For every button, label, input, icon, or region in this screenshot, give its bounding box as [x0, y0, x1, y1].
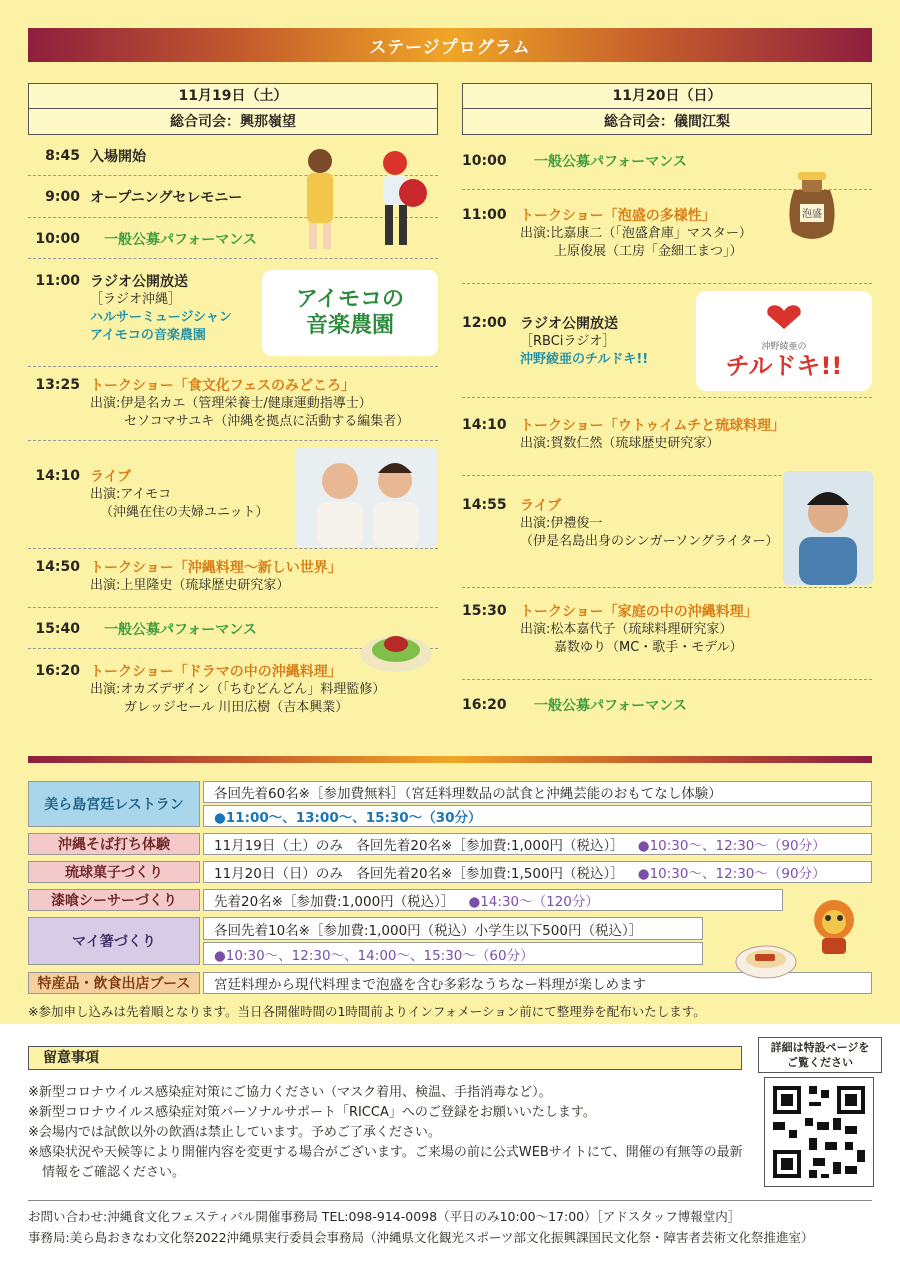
qr-code[interactable] — [764, 1077, 874, 1187]
food-plate-illustration — [356, 622, 436, 674]
notice-item: ※新型コロナウイルス感染症対策パーソナルサポート「RICCA」へのご登録をお願いいたします。 — [28, 1105, 596, 1120]
aimoko-logo: アイモコの 音楽農園 — [262, 270, 438, 356]
qr-caption: 詳細は特設ページを ご覧ください — [758, 1037, 882, 1073]
singer-photo-illustration — [783, 471, 873, 585]
shisa-illustration — [806, 896, 862, 956]
qr-code-icon — [765, 1078, 873, 1186]
section-divider — [28, 756, 872, 763]
notice-item: ※感染状況や天候等により開催内容を変更する場合がございます。ご来場の前に公式WEBサイトにて、開催の有無等の最新情報をご確認ください。 — [28, 1145, 743, 1180]
day2-schedule: 10:00 一般公募パフォーマンス 11:00 トークショー「泡盛の多様性」 出演:比嘉康二（「泡盛倉庫」マスター） 上原俊展（工房「金細工まつ」） 12:00 ラジオ公開放送 ［RBCiラジオ］ 沖野綾亜のチルドキ!! 14:10 トークショー「ウトゥイムチと琉球料理」 出演:賀数仁然（琉球歴史研究家） 14:55 ライブ 出演:伊禮俊一 （伊是名島出身のシンガーソングライター） 15:30 トークショー「家庭の中の沖縄料理」 出演:松本嘉代子（琉球料理研究家） 嘉数ゆり（MC・歌手・モデル） 16:20 一般公募パフォーマンス — [462, 83, 872, 753]
stage-program-title: ステージプログラム — [28, 28, 872, 62]
awamori-jar-illustration — [776, 170, 848, 246]
day1-date: 11月19日（土） — [29, 84, 437, 109]
noodle-bowl-illustration — [733, 940, 799, 986]
notice-heading: 留意事項 — [28, 1046, 742, 1070]
contact-line: お問い合わせ:沖縄食文化フェスティバル開催事務局 TEL:098-914-0098（平日のみ10:00～17:00）［アドスタッフ博報堂内］ — [28, 1209, 741, 1224]
notice-item: ※会場内では試飲以外の飲酒は禁止しています。予めご了承ください。 — [28, 1125, 441, 1140]
heart-cup-icon — [754, 303, 814, 339]
duo-photo-illustration — [295, 447, 437, 547]
day2-date: 11月20日（日） — [463, 84, 871, 109]
chirudoki-logo: 沖野綾亜の チルドキ!! — [696, 291, 872, 391]
contact-line: 事務局:美ら島おきなわ文化祭2022沖縄県実行委員会事務局（沖縄県文化観光スポーツ部文化振興課国民文化祭・障害者芸術文化祭推進室） — [28, 1230, 814, 1245]
contact-divider — [28, 1200, 872, 1201]
aimoko-photo — [295, 447, 437, 547]
contact-info — [28, 1206, 878, 1248]
day1-mc: 総合司会：興那嶺望 — [170, 114, 296, 130]
awamori-label: 泡盛 — [802, 209, 822, 220]
dancers-illustration — [285, 143, 445, 253]
activity-note: ※参加申し込みは先着順となります。当日各開催時間の1時間前よりインフォメーション前にて整理券を配布いたします。 — [28, 1004, 706, 1019]
notice-list — [28, 1083, 748, 1183]
day2-mc: 総合司会：儀間江梨 — [604, 114, 730, 130]
day1-schedule: 8:45 入場開始 9:00 オープニングセレモニー 10:00 一般公募パフォーマンス 11:00 ラジオ公開放送 ［ラジオ沖縄］ ハルサーミュージシャン アイモコの音楽農園 13:25 トークショー「食文化フェスのみどころ」 出演:伊是名カエ（管理栄養士/健康運動指導士） セソコマサユキ（沖縄を拠点に活動する編集者） 14:10 ライブ 出演:アイモコ （沖縄在住の夫婦ユニット） 14:50 トークショー「沖縄料理～新しい世界」 出演:上里隆史（琉球歴史研究家） 15:40 一般公募パフォーマンス 16:20 トークショー「ドラマの中の沖縄料理」 出演:オカズデザイン（「ちむどんどん」料理監修） ガレッジセール 川田広樹（吉本興業） — [28, 83, 438, 753]
irei-photo — [783, 471, 873, 585]
notice-item: ※新型コロナウイルス感染症対策にご協力ください（マスク着用、検温、手指消毒など）。 — [28, 1085, 552, 1100]
